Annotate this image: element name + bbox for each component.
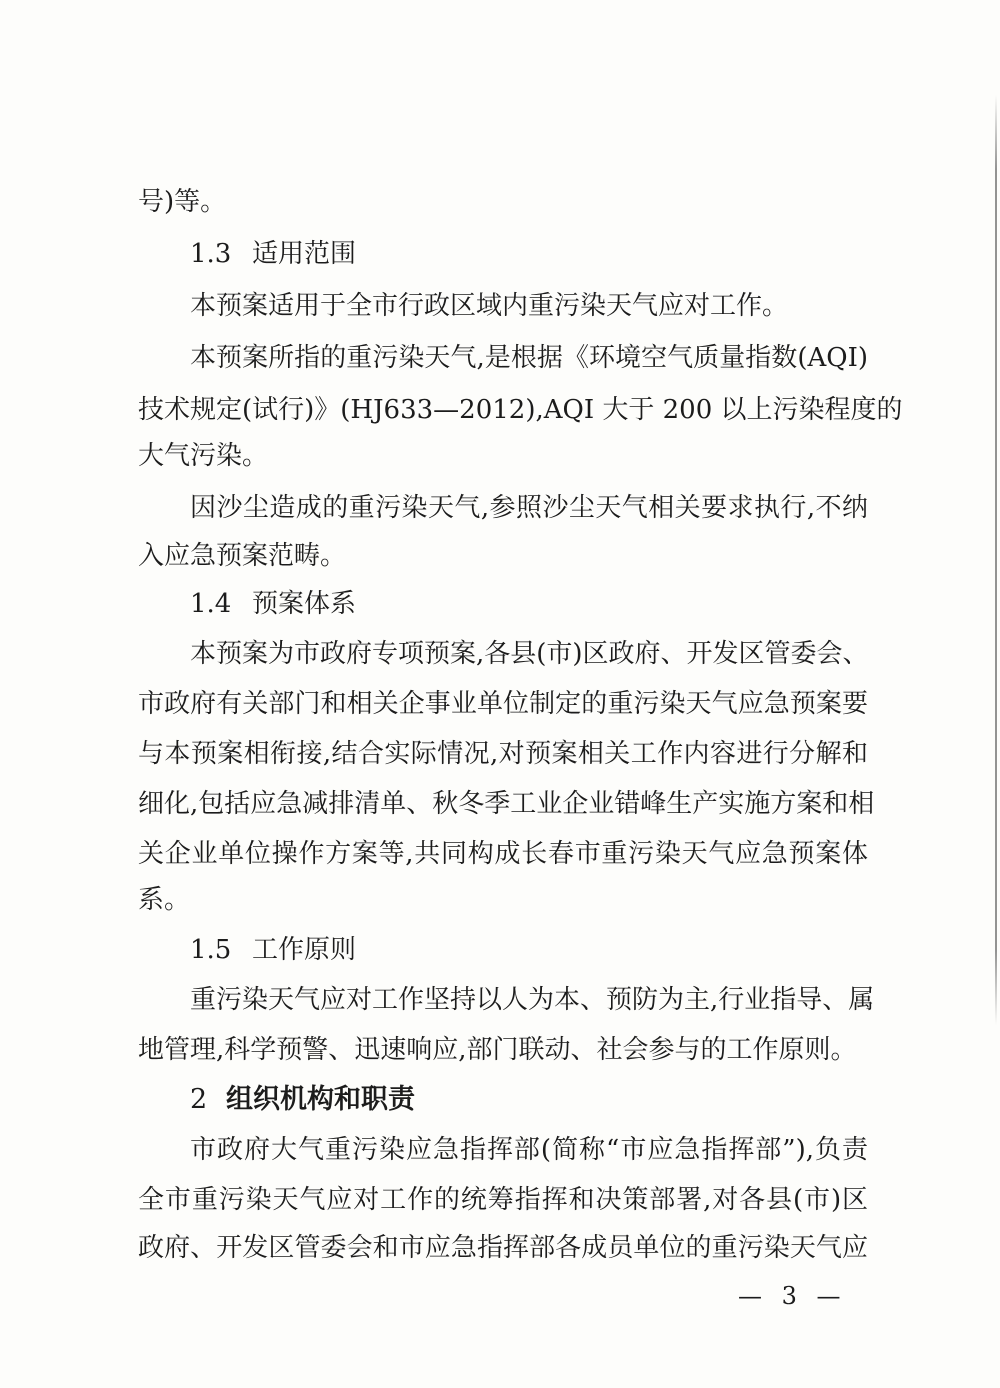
text-line: 市政府大气重污染应急指挥部(简称“市应急指挥部”),负责 [190, 1135, 868, 1165]
text-line: 重污染天气应对工作坚持以人为本、预防为主,行业指导、属 [190, 985, 875, 1015]
text-line: 细化,包括应急减排清单、秋冬季工业企业错峰生产实施方案和相 [138, 789, 875, 819]
text-line: 本预案适用于全市行政区域内重污染天气应对工作。 [190, 291, 789, 321]
section-title: 工作原则 [252, 935, 357, 965]
section-1-5-heading [190, 930, 356, 970]
text-line: 号)等。 [138, 187, 227, 217]
text-line: 市政府有关部门和相关企事业单位制定的重污染天气应急预案要 [138, 689, 868, 719]
section-1-3-heading [190, 234, 356, 274]
section-title: 适用范围 [252, 239, 357, 269]
text-line: 系。 [138, 885, 191, 915]
section-number: 2 [190, 1084, 208, 1115]
text-line: 本预案所指的重污染天气,是根据《环境空气质量指数(AQI) [190, 343, 868, 373]
section-title: 预案体系 [252, 589, 357, 619]
page-number: — 3 — [738, 1282, 847, 1310]
text-line: 与本预案相衔接,结合实际情况,对预案相关工作内容进行分解和 [138, 739, 868, 769]
text-line: 入应急预案范畴。 [138, 541, 347, 571]
text-line: 地管理,科学预警、迅速响应,部门联动、社会参与的工作原则。 [138, 1035, 857, 1065]
text-line: 政府、开发区管委会和市应急指挥部各成员单位的重污染天气应 [138, 1233, 868, 1263]
text-line: 因沙尘造成的重污染天气,参照沙尘天气相关要求执行,不纳 [190, 493, 868, 523]
section-2-heading [190, 1080, 415, 1120]
text-line: 本预案为市政府专项预案,各县(市)区政府、开发区管委会、 [190, 639, 869, 669]
text-line: 大气污染。 [138, 441, 269, 471]
section-number: 1.4 [190, 589, 232, 619]
text-line: 关企业单位操作方案等,共同构成长春市重污染天气应急预案体 [138, 839, 868, 869]
section-title: 组织机构和职责 [226, 1084, 415, 1115]
section-number: 1.5 [190, 935, 232, 965]
section-1-4-heading [190, 584, 356, 624]
section-number: 1.3 [190, 239, 232, 269]
scan-edge-shadow [995, 95, 997, 1025]
text-line: 全市重污染天气应对工作的统筹指挥和决策部署,对各县(市)区 [138, 1185, 868, 1215]
text-line: 技术规定(试行)》(HJ633—2012),AQI 大于 200 以上污染程度的 [138, 395, 903, 425]
